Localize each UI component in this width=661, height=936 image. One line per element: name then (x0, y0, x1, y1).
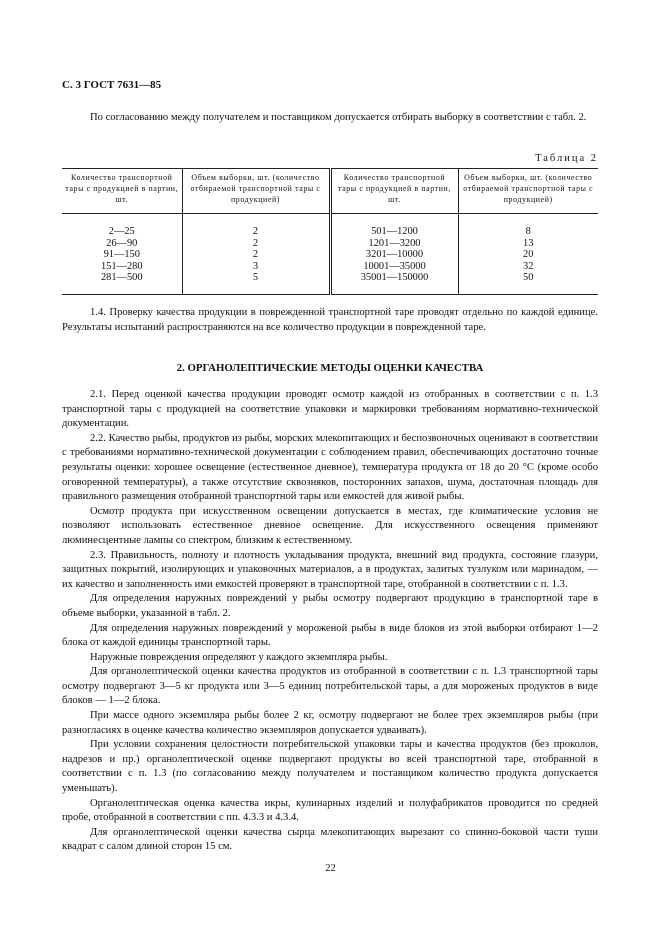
table-value: 3201—10000 (365, 249, 424, 261)
intro-text (62, 111, 598, 126)
col-header-lot-size-2: Количество транспортной тары с продукцией в партии, шт. (330, 169, 458, 214)
table-value: 8 (525, 226, 531, 237)
intro-paragraph: По согласованию между получателем и поставщиком допускается отбирать выборку в соответствии с табл. 2. (90, 112, 587, 123)
table-value: 3 (252, 260, 259, 272)
paragraph: При условии сохранения целостности потребительской упаковки тары и качества продуктов (без проколов, надрезов и пр.) органолептической оценке подвергают продукты во всей транспортной таре, отобранной в соответствии с п. 1.3 (по согласованию между получателем и поставщиком количество продукта допускается уменьшать). (62, 739, 598, 795)
table-cell-lot-size-1 (62, 214, 182, 295)
paragraph: Органолептическая оценка качества икры, кулинарных изделий и полуфабрикатов проводится по средней пробе, отобранной в соответствии с пп. 4.3.3 и 4.3.4. (62, 797, 598, 824)
table-value: 35001—150000 (360, 272, 429, 284)
paragraph: 2.2. Качество рыбы, продуктов из рыбы, морских млекопитающих и беспозвоночных оценивают в соответствии с требованиями нормативно-технической документации с соблюдением правил, обеспечивающих достаточно точные результаты оценки: хорошее освещение (естественное дневное), температура продукта от 18 до 20 °C (кроме особо оговоренной температуры), а также отсутствие сквозняков, посторонних запахов, шума, достаточная площадь для правильного размещения отобранной транспортной тары или емкостей для живой рыбы. (62, 432, 598, 503)
table-row (62, 214, 598, 295)
table-value: 501—1200 (371, 226, 418, 237)
paragraph: Для определения наружных повреждений у рыбы осмотру подвергают продукцию в транспортной таре в объеме выборки, указанной в табл. 2. (62, 593, 598, 619)
table-value: 13 (523, 237, 534, 249)
section-2-body (62, 388, 598, 855)
col-header-sample-size-2: Объем выборки, шт. (количество отбираемой транспортной тары с продукцией) (458, 169, 598, 214)
section-title: 2. ОРГАНОЛЕПТИЧЕСКИЕ МЕТОДЫ ОЦЕНКИ КАЧЕСТВА (176, 362, 484, 374)
paragraph: Для органолептической оценки качества продуктов из отобранной в соответствии с п. 1.3 транспортной тары осмотру подвергают 3—5 кг продукта или 3—5 единиц потребительской тары, а для мороженых продуктов в виде блоков — 1—2 блока. (62, 666, 598, 707)
table-cell-sample-size-1 (182, 214, 330, 295)
table-value: 1201—3200 (368, 237, 421, 249)
col-header-lot-size-1: Количество транспортной тары с продукцией в партии, шт. (62, 169, 182, 214)
table-value: 2 (252, 226, 259, 237)
table-header-row (62, 169, 598, 214)
clause-1-4 (62, 306, 598, 335)
paragraph: 2.3. Правильность, полноту и плотность укладывания продукта, внешний вид продукта, состояние глазури, защитных покрытий, изолирующих и упаковочных материалов, а в продуктах, залитых тузлуком или маринадом, — их качество и заполненность ими емкостей проверяют в транспортной таре, отобранной в соответствии с п. 1.3. (62, 549, 598, 590)
table-value: 10001—35000 (363, 260, 426, 272)
table-value: 281—500 (100, 272, 143, 284)
table-value: 2 (252, 249, 259, 261)
paragraph: 2.1. Перед оценкой качества продукции проводят осмотр каждой из отобранных в соответствии с п. 1.3 транспортной тары с продукцией на соответствие упаковки и маркировки требованиям нормативно-технической документации. (62, 389, 598, 430)
table-value: 91—150 (103, 249, 140, 261)
table-value: 151—280 (100, 260, 143, 272)
table-value: 26—90 (106, 237, 138, 249)
table-caption: Таблица 2 (535, 153, 598, 164)
col-header-sample-size-1: Объем выборки, шт. (количество отбираемой транспортной тары с продукцией) (182, 169, 330, 214)
table-value: 2—25 (108, 226, 135, 237)
paragraph: 1.4. Проверку качества продукции в поврежденной транспортной таре проводят отдельно по каждой единице. Результаты испытаний распространяются на все количество продукции в поврежденной таре. (62, 307, 598, 333)
table-value: 20 (523, 249, 534, 261)
table-cell-sample-size-2 (458, 214, 598, 295)
sample-size-table (62, 168, 598, 295)
page-header: С. 3 ГОСТ 7631—85 (62, 79, 162, 91)
paragraph: Для определения наружных повреждений у мороженой рыбы в виде блоков из этой выборки отбирают 1—2 блока от каждой единицы транспортной тары. (62, 622, 598, 649)
page-number: 22 (325, 863, 336, 874)
paragraph: При массе одного экземпляра рыбы более 2 кг, осмотру подвергают не более трех экземпляров рыбы (при разногласиях в оценке качества количество экземпляров допускается удваивать). (62, 710, 598, 736)
paragraph: Для органолептической оценки качества сырца млекопитающих вырезают со спинно-боковой части туши квадрат с салом длиной сторон 15 см. (62, 826, 598, 853)
table-value: 32 (523, 260, 534, 272)
paragraph: Наружные повреждения определяют у каждого экземпляра рыбы. (90, 651, 388, 663)
table-value: 5 (252, 272, 259, 284)
table-value: 50 (523, 272, 534, 284)
paragraph: Осмотр продукта при искусственном освещении допускается в местах, где климатические условия не позволяют использовать естественное дневное освещение. Для искусственного освещения применяют люминесцентные лампы со спектром, близким к естественному. (62, 505, 598, 546)
table-value: 2 (252, 237, 259, 249)
table-cell-lot-size-2 (330, 214, 458, 295)
